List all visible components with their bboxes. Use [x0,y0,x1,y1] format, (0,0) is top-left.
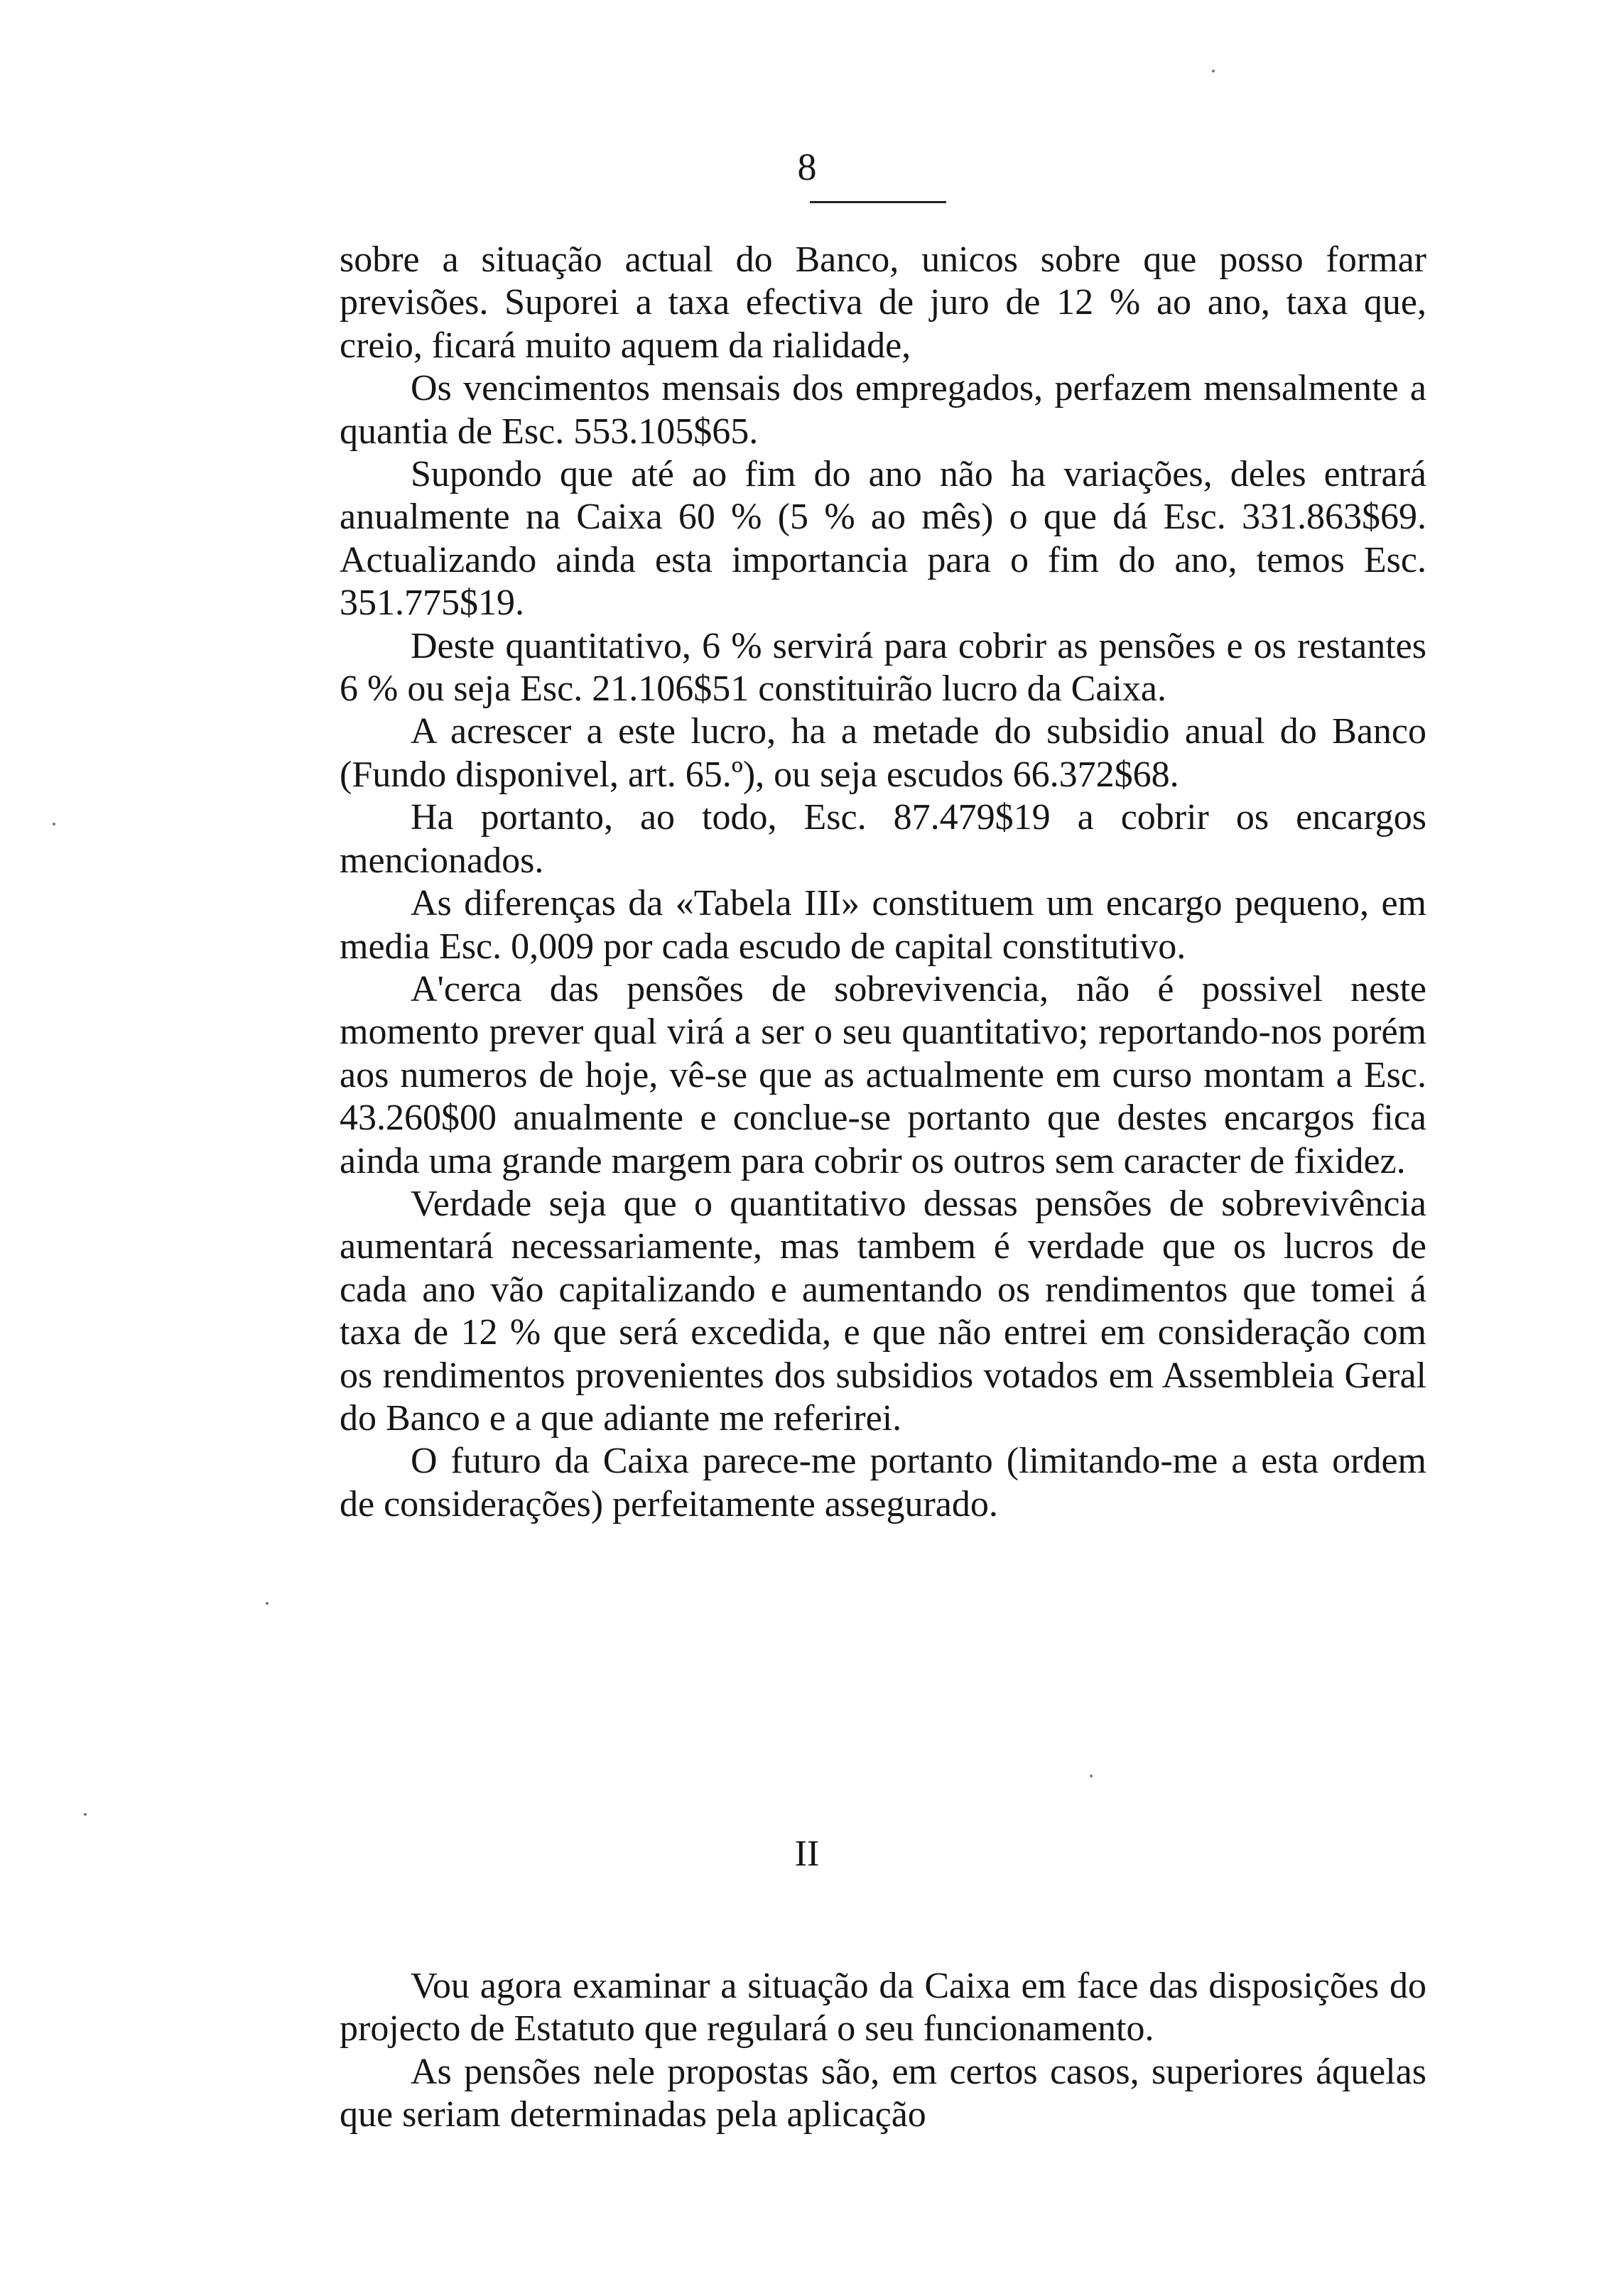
paper-speck [1090,1775,1093,1777]
paper-speck [84,1813,87,1816]
paragraph: Supondo que até ao fim do ano não ha variações, deles entrará anualmente na Caixa 60 % (5 % ao mês) o que dá Esc. 331.863$69. Actualizando ainda esta importancia para o fim do ano, temos Esc. 351.775$19. [340,454,1426,624]
body-text-part-1 [340,239,1426,1526]
paper-speck [1212,70,1215,72]
body-text-part-2 [340,1965,1426,2137]
paragraph: Vou agora examinar a situação da Caixa em face das disposições do projecto de Estatuto que regulará o seu funcionamento. [340,1966,1426,2049]
paper-speck [53,823,55,825]
paragraph: O futuro da Caixa parece-me portanto (limitando-me a esta ordem de considerações) perfeitamente assegurado. [340,1441,1426,1525]
paragraph: Os vencimentos mensais dos empregados, perfazem mensalmente a quantia de Esc. 553.105$65. [340,368,1426,452]
paper-speck [266,1602,269,1605]
paragraph: sobre a situação actual do Banco, unicos sobre que posso formar previsões. Suporei a taxa efectiva de juro de 12 % ao ano, taxa que, creio, ficará muito aquem da rialidade, [340,239,1426,366]
page-number: 8 [797,146,817,188]
paragraph: Ha portanto, ao todo, Esc. 87.479$19 a cobrir os encargos mencionados. [340,797,1426,881]
paragraph: A acrescer a este lucro, ha a metade do subsidio anual do Banco (Fundo disponivel, art. 65.º), ou seja escudos 66.372$68. [340,711,1426,795]
paragraph: Deste quantitativo, 6 % servirá para cobrir as pensões e os restantes 6 % ou seja Esc. 21.106$51 constituirão lucro da Caixa. [340,625,1426,710]
paragraph: As diferenças da «Tabela III» constituem um encargo pequeno, em media Esc. 0,009 por cada escudo de capital constitutivo. [340,883,1426,967]
section-heading: II [794,1834,820,1874]
paragraph: A'cerca das pensões de sobrevivencia, não é possivel neste momento prever qual virá a ser o seu quantitativo; reportando-nos porém aos numeros de hoje, vê-se que as actualmente em curso montam a Esc. 43.260$00 anualmente e conclue-se portanto que destes encargos fica ainda uma grande margem para cobrir os outros sem caracter de fixidez. [340,968,1426,1181]
page-number-rule [810,201,946,203]
paragraph: As pensões nele propostas são, em certos casos, superiores áquelas que seriam determinadas pela aplicação [340,2051,1426,2135]
paragraph: Verdade seja que o quantitativo dessas pensões de sobrevivência aumentará necessariamente, mas tambem é verdade que os lucros de cada ano vão capitalizando e aumentando os rendimentos que tomei á taxa de 12 % que será excedida, e que não entrei em consideração com os rendimentos provenientes dos subsidios votados em Assembleia Geral do Banco e a que adiante me referirei. [340,1183,1426,1439]
